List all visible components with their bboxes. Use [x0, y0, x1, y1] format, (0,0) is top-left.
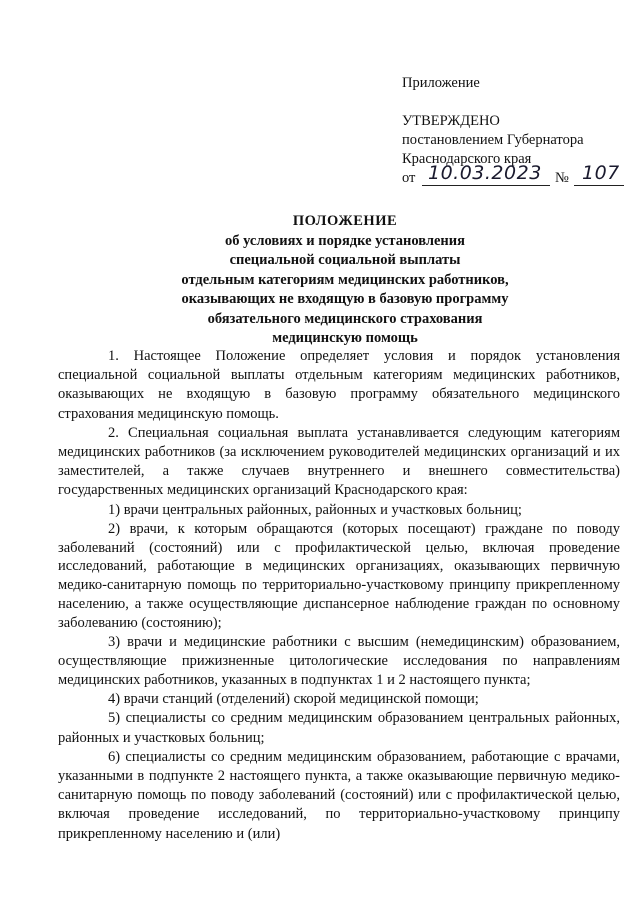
- title-line-3: отдельным категориям медицинских работников,: [181, 271, 509, 288]
- subitem-6: 6) специалисты со средним медицинским образованием, работающие с врачами, указанными в подпункте 2 настоящего пункта, а также оказывающие первичную медико-санитарную помощь по поводу заболеваний (состояний) или с профилактической целью, включая проведение исследований, по территориально-участковому принципу прикрепленному населению и (или): [58, 748, 620, 842]
- approved-label: УТВЕРЖДЕНО: [402, 113, 500, 129]
- number-underline: [574, 185, 624, 186]
- paragraph-2: 2. Специальная социальная выплата устанавливается следующим категориям медицинских работников (за исключением руководителей медицинских организаций и их заместителей, а также случаев внутреннего и внешнего совместительства) государственных медицинских организаций Краснодарского края:: [58, 424, 620, 499]
- title-line-1: об условиях и порядке установления: [225, 232, 465, 249]
- number-label: №: [555, 170, 569, 186]
- handwritten-number: 107: [582, 162, 620, 184]
- title-line-4: оказывающих не входящую в базовую программу: [181, 291, 509, 307]
- approval-block: [402, 74, 632, 191]
- title-line-6: медицинскую помощь: [272, 330, 418, 346]
- paragraph-1: 1. Настоящее Положение определяет условия и порядок установления специальной социальной выплаты отдельным категориям медицинских работников, оказывающих не входящую в базовую программу обязательного медицинского страхования медицинскую помощь.: [58, 348, 620, 422]
- subitem-5: 5) специалисты со средним медицинским образованием центральных районных, районных и участковых больниц;: [58, 710, 620, 746]
- date-underline: [422, 185, 550, 186]
- title-line-2: специальной социальной выплаты: [229, 252, 461, 268]
- handwritten-date: 10.03.2023: [428, 162, 542, 184]
- title-main: ПОЛОЖЕНИЕ: [292, 213, 398, 229]
- date-number-row: [402, 162, 632, 191]
- approved-by-line-1: постановлением Губернатора: [402, 132, 584, 148]
- document-body: [58, 347, 620, 844]
- subitem-2: 2) врачи, к которым обращаются (которых посещают) граждане по поводу заболеваний (состояний) или с профилактической целью, включая проведение исследований, работающие в медицинских организациях, оказывающих первичную медико-санитарную помощь по территориально-участковому принципу прикрепленному населению, а также осуществляющие диспансерное наблюдение граждан по основному заболеванию (состоянию);: [58, 520, 620, 631]
- subitem-3: 3) врачи и медицинские работники с высшим (немедицинским) образованием, осуществляющие прижизненные цитологические исследования по направлениям медицинских работников, указанных в подпунктах 1 и 2 настоящего пункта;: [58, 633, 620, 689]
- subitem-1: 1) врачи центральных районных, районных и участковых больниц;: [108, 501, 522, 518]
- subitem-4: 4) врачи станций (отделений) скорой медицинской помощи;: [108, 691, 479, 708]
- document-title: [150, 212, 540, 349]
- appendix-label: Приложение: [402, 75, 480, 91]
- approved-by-line-2: Краснодарского края: [402, 151, 532, 167]
- from-label: от: [402, 170, 416, 186]
- title-line-5: обязательного медицинского страхования: [207, 310, 483, 327]
